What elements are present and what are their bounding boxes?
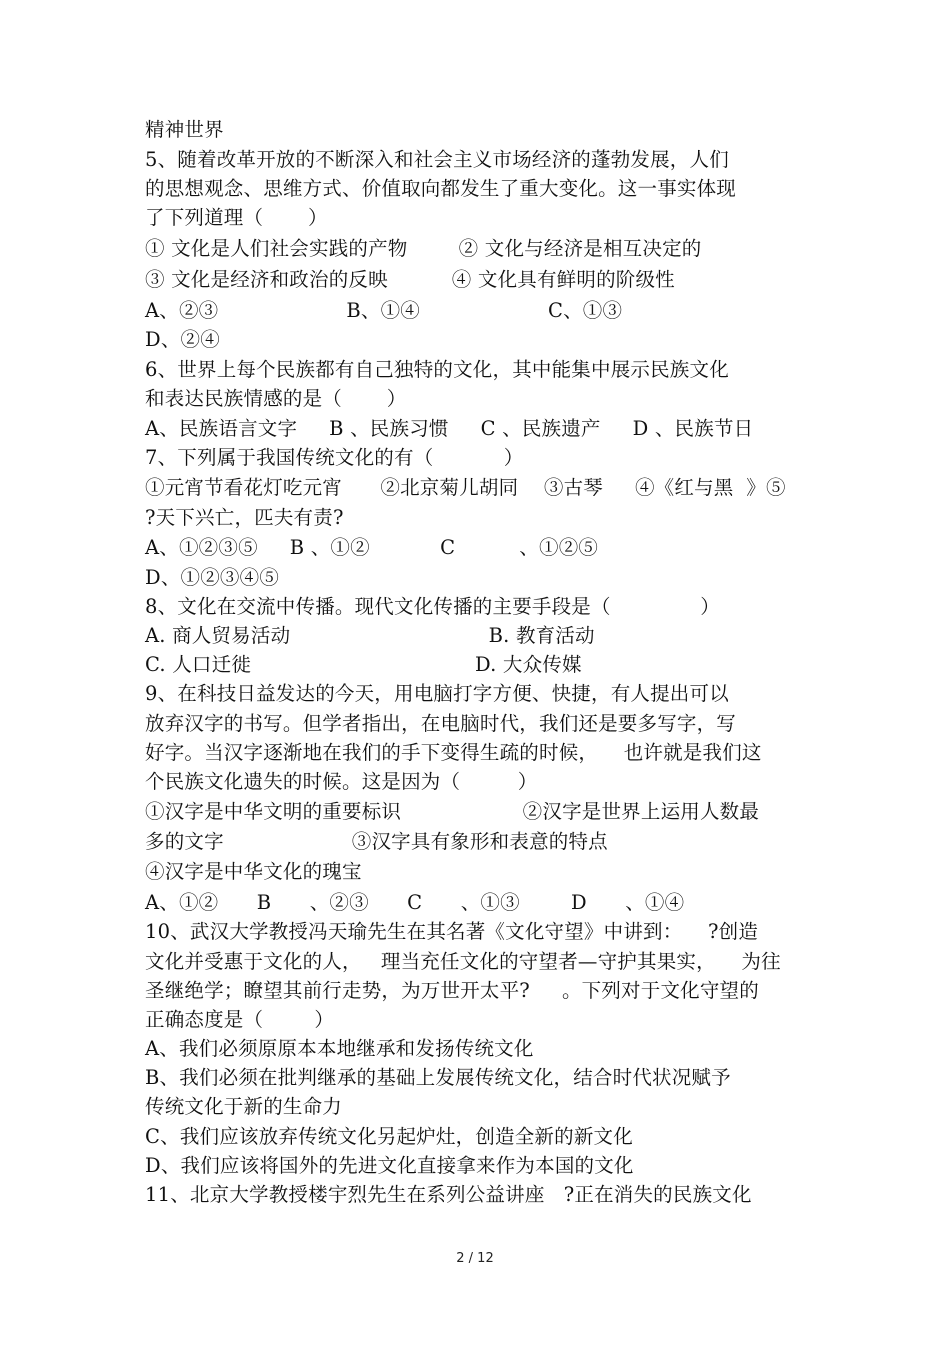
question-10-option-b-2: 传统文化于新的生命力 [145,1095,343,1118]
question-8-options-2: C. 人口迁徙 D. 大众传媒 [145,653,582,676]
question-9-line-1: 9、在科技日益发达的今天，用电脑打字方便、快捷，有人提出可以 [145,682,729,705]
question-6-line-1: 6、世界上每个民族都有自己独特的文化，其中能集中展示民族文化 [145,358,729,381]
question-8-line-1: 8、文化在交流中传播。现代文化传播的主要手段是（ ） [145,595,720,618]
question-5-statements-1: ① 文化是人们社会实践的产物 ② 文化与经济是相互决定的 [145,237,702,260]
question-10-line-2: 文化并受惠于文化的人， 理当充任文化的守望者—守护其果实， 为往 [145,950,781,973]
question-9-statements-2: 多的文字 ③汉字具有象形和表意的特点 [145,830,608,853]
page-number: 2 / 12 [456,1251,494,1266]
question-9-line-2: 放弃汉字的书写。但学者指出，在电脑时代，我们还是要多写字，写 [145,712,737,735]
question-5-options-2: D、②④ [145,328,220,351]
question-7-options-1: A、①②③⑤ B 、①② C 、①②⑤ [145,536,599,559]
question-10-option-d: D、我们应该将国外的先进文化直接拿来作为本国的文化 [145,1154,634,1177]
question-10-line-3: 圣继绝学；瞭望其前行走势，为万世开太平? 。下列对于文化守望的 [145,979,759,1002]
question-10-option-b-1: B、我们必须在批判继承的基础上发展传统文化，结合时代状况赋予 [145,1066,731,1089]
question-10-option-a: A、我们必须原原本本地继承和发扬传统文化 [145,1037,534,1060]
question-10-line-1: 10、武汉大学教授冯天瑜先生在其名著《文化守望》中讲到： ?创造 [145,920,759,943]
question-6-line-2: 和表达民族情感的是（ ） [145,387,407,410]
question-7-line-1: 7、下列属于我国传统文化的有（ ） [145,446,524,469]
text-line: 精神世界 [145,118,224,141]
question-8-options-1: A. 商人贸易活动 B. 教育活动 [145,624,595,647]
question-7-statements-1: ①元宵节看花灯吃元宵 ②北京菊儿胡同 ③古琴 ④《红与黑 》⑤ [145,476,786,499]
question-5-line-3: 了下列道理（ ） [145,206,328,229]
question-7-options-2: D、①②③④⑤ [145,566,280,589]
question-9-line-4: 个民族文化遗失的时候。这是因为（ ） [145,770,538,793]
question-5-options-1: A、②③ B、①④ C、①③ [145,299,623,322]
question-10-line-4: 正确态度是（ ） [145,1008,335,1031]
question-9-options: A、①② B 、②③ C 、①③ D 、①④ [145,891,685,914]
question-5-line-1: 5、随着改革开放的不断深入和社会主义市场经济的蓬勃发展，人们 [145,148,729,171]
question-9-statements-3: ④汉字是中华文化的瑰宝 [145,860,362,883]
question-9-line-3: 好字。当汉字逐渐地在我们的手下变得生疏的时候， 也许就是我们这 [145,741,762,764]
question-9-statements-1: ①汉字是中华文明的重要标识 ②汉字是世界上运用人数最 [145,800,760,823]
question-5-line-2: 的思想观念、思维方式、价值取向都发生了重大变化。这一事实体现 [145,177,737,200]
question-5-statements-2: ③ 文化是经济和政治的反映 ④ 文化具有鲜明的阶级性 [145,268,675,291]
question-6-options: A、民族语言文字 B 、民族习惯 C 、民族遗产 D 、民族节日 [145,417,754,440]
question-11-line-1: 11、北京大学教授楼宇烈先生在系列公益讲座 ?正在消失的民族文化 [145,1183,752,1206]
question-7-statements-2: ?天下兴亡，匹夫有责? [145,506,344,529]
question-10-option-c: C、我们应该放弃传统文化另起炉灶，创造全新的新文化 [145,1125,633,1148]
